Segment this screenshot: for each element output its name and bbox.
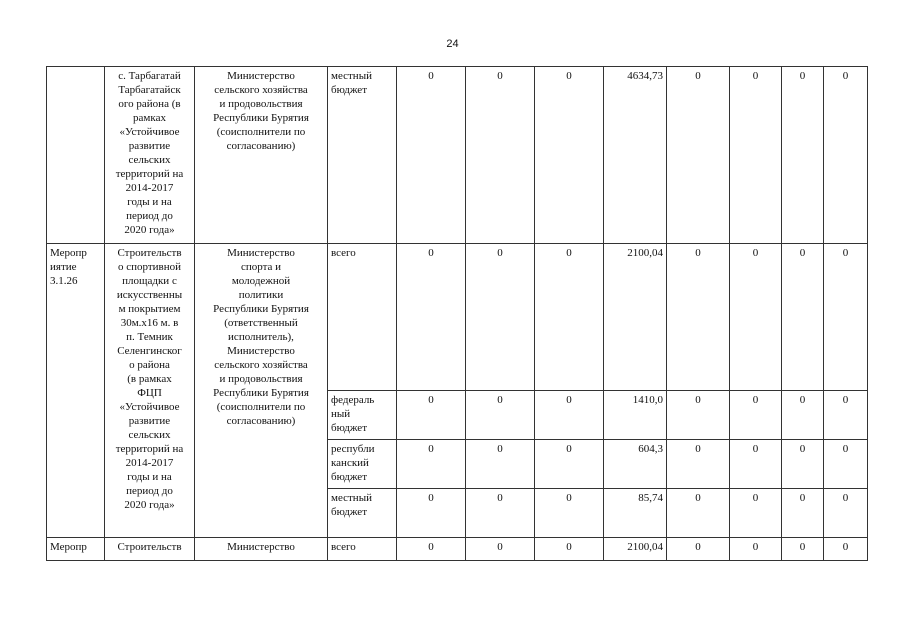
event-cell [47,538,105,561]
cell-line: рамках [133,112,166,124]
cell-line: Республики Бурятия [213,303,309,315]
cell-line: Тарбагатайск [118,84,181,96]
source-cell [328,244,397,391]
source-cell [328,538,397,561]
cell-line: 0 [428,443,434,455]
cell-line: годы и на [127,196,172,208]
cell-line: согласованию) [226,415,296,427]
cell-line: канский [331,457,369,469]
cell-line: 85,74 [638,492,663,504]
cell-line: Республики Бурятия [213,112,309,124]
cell-line: и продовольствия [219,373,303,385]
name-cell [105,538,195,561]
value-cell [824,538,868,561]
cell-line: ный [331,408,351,420]
cell-line: федераль [331,394,375,406]
cell-line: всего [331,247,356,259]
value-cell [604,244,667,391]
source-cell [328,67,397,244]
cell-line: спорта и [240,261,282,273]
cell-line: бюджет [331,471,367,483]
event-cell [47,67,105,244]
value-cell [535,67,604,244]
value-cell [730,67,782,244]
value-cell [466,244,535,391]
cell-line: 0 [566,394,572,406]
cell-line: 0 [752,70,759,82]
cell-line: 0 [799,70,806,82]
value-cell [466,67,535,244]
cell-line: Министерство [227,541,295,553]
value-cell [535,489,604,538]
table-body [47,67,868,561]
value-cell [466,489,535,538]
cell-line: 0 [842,492,849,504]
value-cell [782,67,824,244]
value-cell [667,391,730,440]
cell-line: 0 [799,443,806,455]
value-cell [535,440,604,489]
cell-line: (ответственный [224,317,298,329]
cell-line: 0 [428,394,434,406]
value-cell [667,67,730,244]
cell-line: 2020 года» [124,499,175,511]
value-cell [824,440,868,489]
value-cell [824,489,868,538]
table-row [47,538,868,561]
cell-line: бюджет [331,506,367,518]
cell-line: м покрытием [118,303,181,315]
cell-line: п. Темник [126,331,173,343]
cell-line: «Устойчивое [119,126,180,138]
cell-line: 0 [842,541,849,553]
cell-line: сельских [128,154,171,166]
cell-line: Строительств [117,541,182,553]
cell-line: период до [126,485,173,497]
cell-line: ого района (в [118,98,181,110]
value-cell [604,391,667,440]
cell-line: согласованию) [226,140,296,152]
cell-line: 30м.х16 м. в [120,317,179,329]
cell-line: иятие [50,261,77,273]
value-cell [824,244,868,391]
cell-line: 0 [566,247,572,259]
cell-line: 0 [752,443,759,455]
value-cell [730,244,782,391]
value-cell [730,391,782,440]
value-cell [604,489,667,538]
cell-line: период до [126,210,173,222]
cell-line: 604,3 [638,443,663,455]
cell-line: 0 [799,394,806,406]
value-cell [730,489,782,538]
cell-line: 0 [428,247,434,259]
cell-line: 0 [497,70,503,82]
value-cell [604,440,667,489]
value-cell [604,538,667,561]
cell-line: 4634,73 [627,70,663,82]
table-row [47,244,868,391]
cell-line: 3.1.26 [50,275,78,287]
cell-line: 0 [752,492,759,504]
cell-line: 0 [497,443,503,455]
cell-line: Министерство [227,247,295,259]
cell-line: политики [238,289,284,301]
cell-line: 0 [752,394,759,406]
cell-line: развитие [128,415,171,427]
executor-cell [195,244,328,538]
cell-line: о района [129,359,170,371]
cell-line: 0 [428,541,434,553]
cell-line: 0 [566,70,572,82]
cell-line: 0 [695,394,701,406]
value-cell [667,244,730,391]
cell-line: (соисполнители по [216,401,306,413]
value-cell [730,440,782,489]
cell-line: сельского хозяйства [214,359,308,371]
cell-line: и продовольствия [219,98,303,110]
cell-line: 0 [497,394,503,406]
cell-line: годы и на [127,471,172,483]
source-cell [328,489,397,538]
cell-line: Строительств [117,247,182,259]
cell-line: 0 [842,247,849,259]
name-cell [105,244,195,538]
value-cell [397,538,466,561]
cell-line: 0 [566,541,572,553]
value-cell [782,538,824,561]
cell-line: 2020 года» [124,224,175,236]
cell-line: 0 [695,492,701,504]
value-cell [824,391,868,440]
cell-line: 0 [695,541,701,553]
cell-line: 0 [695,247,701,259]
cell-line: с. Тарбагатай [118,70,181,82]
cell-line: развитие [128,140,171,152]
cell-line: Меропр [50,541,87,553]
cell-line: территорий на [115,168,184,180]
budget-table [46,66,868,561]
value-cell [782,489,824,538]
cell-line: 0 [695,443,701,455]
cell-line: (в рамках [127,373,172,385]
cell-line: 2014-2017 [125,457,174,469]
value-cell [667,489,730,538]
cell-line: ФЦП [137,387,162,399]
cell-line: 0 [752,247,759,259]
value-cell [667,538,730,561]
value-cell [535,244,604,391]
cell-line: 0 [497,541,503,553]
cell-line: исполнитель), [228,331,294,343]
value-cell [466,440,535,489]
cell-line: 0 [695,70,701,82]
cell-line: 0 [428,70,434,82]
value-cell [397,440,466,489]
cell-line: площадки с [122,275,177,287]
value-cell [535,391,604,440]
value-cell [466,538,535,561]
cell-line: сельских [128,429,171,441]
value-cell [782,244,824,391]
source-cell [328,440,397,489]
value-cell [824,67,868,244]
executor-cell [195,67,328,244]
cell-line: 2014-2017 [125,182,174,194]
cell-line: искусственны [116,289,183,301]
page-number: 24 [446,38,459,50]
cell-line: 0 [842,394,849,406]
value-cell [730,538,782,561]
cell-line: 0 [799,247,806,259]
cell-line: «Устойчивое [119,401,180,413]
cell-line: местный [331,492,372,504]
value-cell [397,67,466,244]
value-cell [397,244,466,391]
cell-line: 0 [497,247,503,259]
cell-line: республи [331,443,375,455]
cell-line: Министерство [227,345,295,357]
value-cell [397,489,466,538]
value-cell [604,67,667,244]
value-cell [782,440,824,489]
cell-line: 0 [799,492,806,504]
cell-line: 0 [566,492,572,504]
cell-line: молодежной [231,275,291,287]
table-row [47,67,868,244]
executor-cell [195,538,328,561]
cell-line: 2100,04 [627,541,663,553]
cell-line: 0 [566,443,572,455]
cell-line: о спортивной [117,261,182,273]
value-cell [466,391,535,440]
cell-line: сельского хозяйства [214,84,308,96]
cell-line: бюджет [331,84,367,96]
cell-line: 0 [497,492,503,504]
cell-line: 1410,0 [632,394,663,406]
value-cell [535,538,604,561]
value-cell [782,391,824,440]
cell-line: 0 [842,443,849,455]
cell-line: 2100,04 [627,247,663,259]
cell-line: Министерство [227,70,295,82]
cell-line: Селенгинског [117,345,182,357]
value-cell [397,391,466,440]
cell-line: 0 [752,541,759,553]
cell-line: всего [331,541,356,553]
event-cell [47,244,105,538]
cell-line: Республики Бурятия [213,387,309,399]
cell-line: территорий на [115,443,184,455]
cell-line: (соисполнители по [216,126,306,138]
source-cell [328,391,397,440]
cell-line: местный [331,70,372,82]
name-cell [105,67,195,244]
cell-line: бюджет [331,422,367,434]
value-cell [667,440,730,489]
cell-line: 0 [842,70,849,82]
cell-line: 0 [428,492,434,504]
cell-line: Меропр [50,247,87,259]
cell-line: 0 [799,541,806,553]
